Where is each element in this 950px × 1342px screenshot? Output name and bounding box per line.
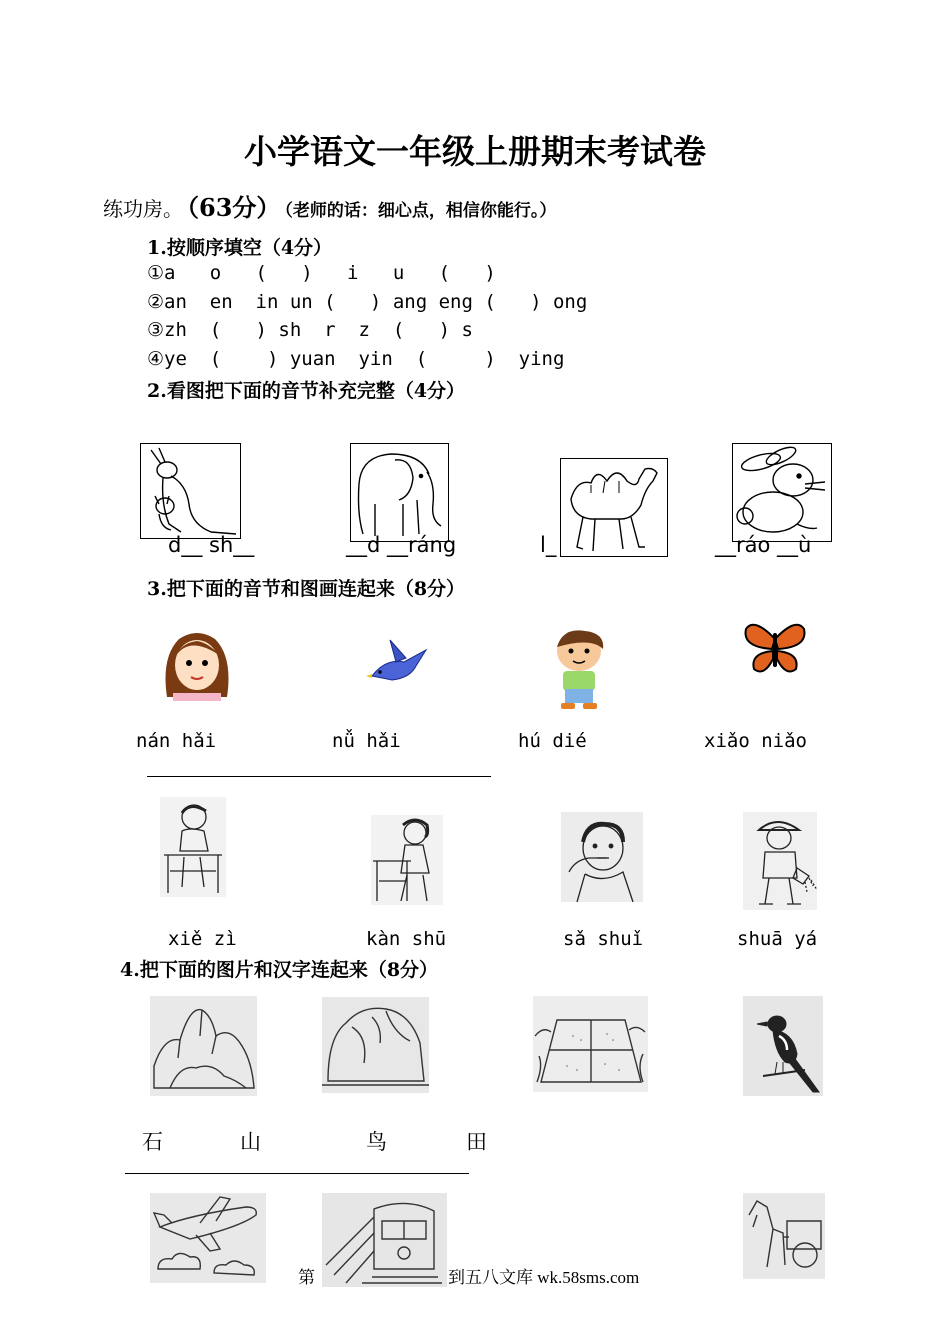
bird-icon (366, 636, 434, 686)
bird-picture (366, 636, 434, 686)
q2-blank-3: l_ (540, 533, 557, 557)
boy-brushing-teeth-icon (561, 812, 643, 902)
q3-divider (147, 776, 491, 777)
girl-reading-picture (371, 815, 443, 905)
q3-label-1: nán hǎi (136, 730, 217, 752)
boy-picture (543, 627, 615, 711)
horse-cart-icon (743, 1193, 825, 1279)
rock-picture (322, 997, 429, 1093)
camel-icon (561, 459, 667, 556)
q3-label-8: shuā yá (737, 928, 818, 950)
q3-label-4: xiǎo niǎo (704, 730, 807, 752)
boy-writing-icon (160, 797, 226, 897)
mountain-icon (150, 996, 257, 1096)
boy-watering-picture (743, 812, 817, 910)
boy-brushing-teeth-picture (561, 812, 643, 902)
train-picture (322, 1193, 447, 1287)
q2-blank-1: d__ sh__ (168, 533, 255, 557)
horse-cart-picture (743, 1193, 825, 1279)
q1-row-1: ①a o ( ) i u ( ) (147, 262, 496, 284)
q4-divider (125, 1173, 469, 1174)
boy-writing-picture (160, 797, 226, 897)
q2-heading: 2.看图把下面的音节补充完整（4分） (147, 380, 466, 402)
intro-label: 练功房。 (103, 197, 183, 221)
field-picture (533, 996, 648, 1092)
train-icon (322, 1193, 447, 1287)
girl-reading-icon (371, 815, 443, 905)
butterfly-icon (742, 619, 808, 681)
q2-blank-4: __ráo __ù (715, 533, 812, 557)
q3-label-3: hú dié (518, 730, 587, 752)
airplane-icon (150, 1193, 266, 1283)
girl-picture (159, 627, 235, 701)
elephant-icon (351, 444, 448, 541)
q3-label-5: xiě zì (168, 928, 237, 950)
mountain-picture (150, 996, 257, 1096)
camel-picture (560, 458, 668, 557)
airplane-picture (150, 1193, 266, 1283)
q3-label-6: kàn shū (366, 928, 447, 950)
q1-row-3: ③zh ( ) sh r z ( ) s (147, 319, 473, 341)
rock-icon (322, 997, 429, 1093)
kangaroo-picture (140, 443, 241, 539)
q1-row-4: ④ye ( ) yuan yin ( ) ying (147, 348, 565, 370)
footer-source: 到五八文库 wk.58sms.com (448, 1268, 640, 1287)
magpie-picture (743, 996, 823, 1096)
q3-label-7: sǎ shuǐ (563, 928, 644, 950)
elephant-picture (350, 443, 449, 542)
q4-char-1: 石 (142, 1130, 163, 1154)
intro-score: （63分） (187, 193, 281, 222)
q3-heading: 3.把下面的音节和图画连起来（8分） (147, 578, 466, 600)
q3-label-2: nǚ hǎi (332, 730, 401, 752)
footer-page-label: 第 (298, 1268, 315, 1287)
intro-note: （老师的话：细心点，相信你能行。） (284, 201, 557, 221)
q1-row-2: ②an en in un ( ) ang eng ( ) ong (147, 291, 588, 313)
field-icon (533, 996, 648, 1092)
magpie-icon (743, 996, 823, 1096)
kangaroo-icon (141, 444, 240, 538)
q4-char-2: 山 (240, 1130, 261, 1154)
q4-char-4: 田 (466, 1130, 487, 1154)
intro-line (103, 188, 556, 223)
q4-heading: 4.把下面的图片和汉字连起来（8分） (120, 959, 439, 981)
boy-icon (543, 627, 615, 711)
page-title: 小学语文一年级上册期末考试卷 (244, 132, 706, 171)
q2-blank-2: __d __ráng (346, 533, 457, 557)
butterfly-picture (742, 619, 808, 681)
girl-icon (159, 627, 235, 701)
q4-char-3: 鸟 (366, 1130, 387, 1154)
rabbit-icon (733, 444, 831, 541)
rabbit-picture (732, 443, 832, 542)
q1-heading: 1.按顺序填空（4分） (147, 237, 333, 259)
boy-watering-icon (743, 812, 817, 910)
